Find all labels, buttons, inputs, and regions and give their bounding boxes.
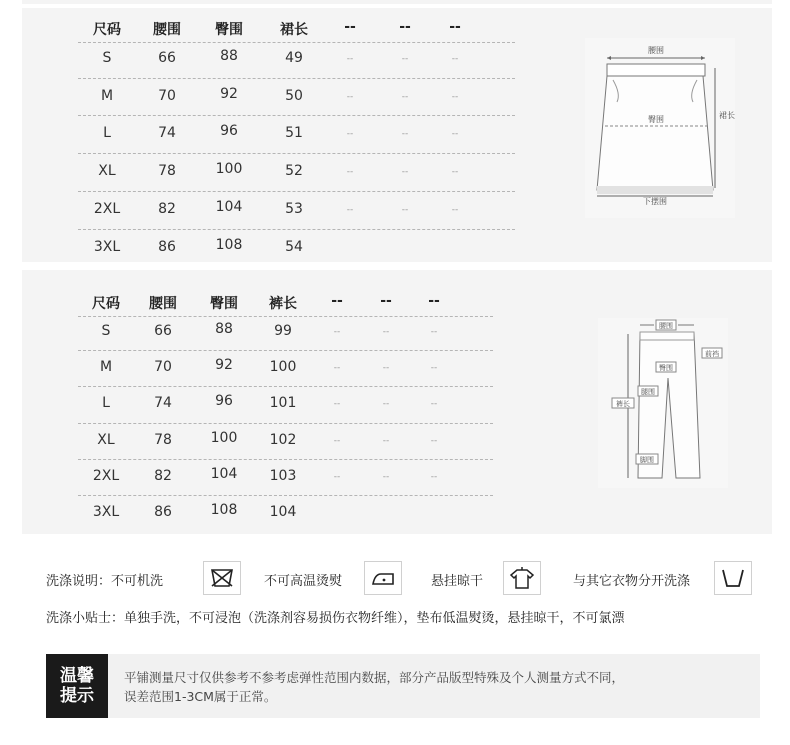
table-cell: 2XL [92,467,120,484]
table-cell: -- [430,435,438,446]
pants-thigh-label: 腿围 [641,388,655,396]
table-cell: -- [382,327,390,337]
care-label-no-high-temp-iron: 不可高温烫熨 [264,574,343,589]
row-divider [78,78,515,79]
care-label-no-machine-wash: 洗涤说明：不可机洗 [46,574,164,589]
table-cell: 101 [269,395,297,412]
table-cell: -- [346,167,354,178]
table-cell: 70 [158,87,176,104]
notice-box [46,654,760,718]
pants-hem-label: 脚围 [640,456,654,464]
header-cell: 腰围 [153,22,181,38]
table-cell: 3XL [93,238,121,255]
table-cell: 82 [154,467,172,484]
table-cell: 53 [285,200,303,217]
row-divider [78,350,493,351]
pants-length-label: 裤长 [616,400,630,408]
table-cell: 92 [220,85,238,102]
table-cell: -- [451,167,459,178]
table-cell: 99 [274,323,292,339]
row-divider [78,153,515,154]
table-cell: 92 [215,357,233,374]
table-cell: -- [382,399,390,410]
pants-rise-label: 前裆 [705,350,719,358]
top-border [22,0,772,4]
table-cell: -- [430,399,438,410]
table-cell: 104 [269,504,297,520]
row-divider [78,459,493,460]
table-cell: 88 [220,48,238,64]
header-divider [78,42,515,43]
skirt-length-label: 裙长 [719,111,735,120]
table-cell: 70 [154,359,172,376]
table-cell: 104 [215,198,243,215]
table-cell: -- [333,435,341,446]
table-cell: -- [401,204,409,215]
table-cell: 66 [158,50,176,66]
header-cell: -- [428,293,440,309]
table-cell: 96 [220,123,238,140]
table-cell: -- [346,204,354,215]
header-cell: -- [331,293,343,309]
skirt-hem-label: 下摆围 [643,197,667,206]
wash-separately-icon [714,561,752,595]
header-cell: -- [380,293,392,309]
iron-low-icon [364,561,402,595]
table-cell: -- [382,435,390,446]
header-cell: 尺码 [92,296,120,312]
table-cell: -- [451,54,459,64]
table-cell: 86 [158,238,176,255]
header-cell: 臀围 [215,22,243,38]
table-cell: 103 [269,467,297,484]
table-cell: 51 [285,125,303,142]
notice-line1: 平铺测量尺寸仅供参考不参考虑弹性范围内数据，部分产品版型特殊及个人测量方式不同， [124,670,625,685]
table-cell: -- [346,129,354,140]
header-cell: -- [344,19,356,35]
header-cell: -- [399,19,411,35]
hang-dry-icon [503,561,541,595]
table-cell: 100 [210,429,238,446]
table-cell: 86 [154,504,172,520]
table-cell: -- [401,129,409,140]
pants-hip-label: 臀围 [659,364,673,372]
table-cell: 50 [285,87,303,104]
care-label-hang-dry: 悬挂晾干 [431,574,484,589]
header-cell: 裤长 [269,296,297,312]
table-cell: -- [401,167,409,178]
header-cell: 腰围 [149,296,177,312]
notice-badge-line2: 提示 [60,686,94,706]
table-cell: M [100,87,114,104]
notice-badge [46,654,108,718]
table-cell: 100 [269,359,297,376]
row-divider [78,495,493,496]
table-cell: -- [430,363,438,374]
header-cell: -- [449,19,461,35]
table-cell: 88 [215,321,233,337]
table-cell: S [101,323,111,339]
table-cell: XL [98,163,116,180]
table-cell: 78 [158,163,176,180]
table-cell: 52 [285,163,303,180]
pants-waist-label: 腰围 [659,322,673,330]
table-cell: 108 [210,502,238,518]
table-cell: -- [451,204,459,215]
table-cell: -- [430,471,438,482]
skirt-diagram [585,38,735,218]
table-cell: XL [97,431,115,448]
notice-badge-line1: 温馨 [60,666,94,686]
table-cell: S [102,50,112,66]
table-cell: 108 [215,236,243,253]
row-divider [78,229,515,230]
header-cell: 臀围 [210,296,238,312]
care-tip: 洗涤小贴士：单独手洗，不可浸泡（洗涤剂容易损伤衣物纤维），垫布低温熨烫，悬挂晾干，不可氯漂 [46,611,625,626]
table-cell: -- [451,91,459,102]
table-cell: -- [333,327,341,337]
skirt-waist-label: 腰围 [648,46,664,55]
table-cell: -- [333,399,341,410]
table-cell: 74 [154,395,172,412]
table-cell: 100 [215,161,243,178]
table-cell: 96 [215,393,233,410]
table-cell: 66 [154,323,172,339]
table-cell: -- [333,471,341,482]
table-cell: -- [346,54,354,64]
table-cell: 82 [158,200,176,217]
header-cell: 尺码 [93,22,121,38]
table-cell: -- [430,327,438,337]
table-cell: -- [382,363,390,374]
table-cell: M [99,359,113,376]
notice-line2: 误差范围1-3CM属于正常。 [124,689,277,704]
header-cell: 裙长 [280,22,308,38]
notice-text [124,668,754,706]
header-divider [78,316,493,317]
table-cell: -- [401,91,409,102]
no-machine-wash-icon [203,561,241,595]
table-cell: 54 [285,238,303,255]
table-cell: 49 [285,50,303,66]
table-cell: -- [333,363,341,374]
row-divider [78,191,515,192]
table-cell: 3XL [92,504,120,520]
row-divider [78,386,493,387]
table-cell: 104 [210,465,238,482]
table-cell: -- [382,471,390,482]
row-divider [78,423,493,424]
skirt-hip-label: 臀围 [648,115,664,124]
table-cell: 74 [158,125,176,142]
table-cell: -- [401,54,409,64]
row-divider [78,115,515,116]
table-cell: 78 [154,431,172,448]
table-cell: -- [451,129,459,140]
table-cell: -- [346,91,354,102]
care-label-wash-separately: 与其它衣物分开洗涤 [573,574,691,589]
table-cell: 2XL [93,200,121,217]
pants-diagram [598,318,728,488]
table-cell: L [103,125,111,142]
table-cell: L [102,395,110,412]
table-cell: 102 [269,431,297,448]
